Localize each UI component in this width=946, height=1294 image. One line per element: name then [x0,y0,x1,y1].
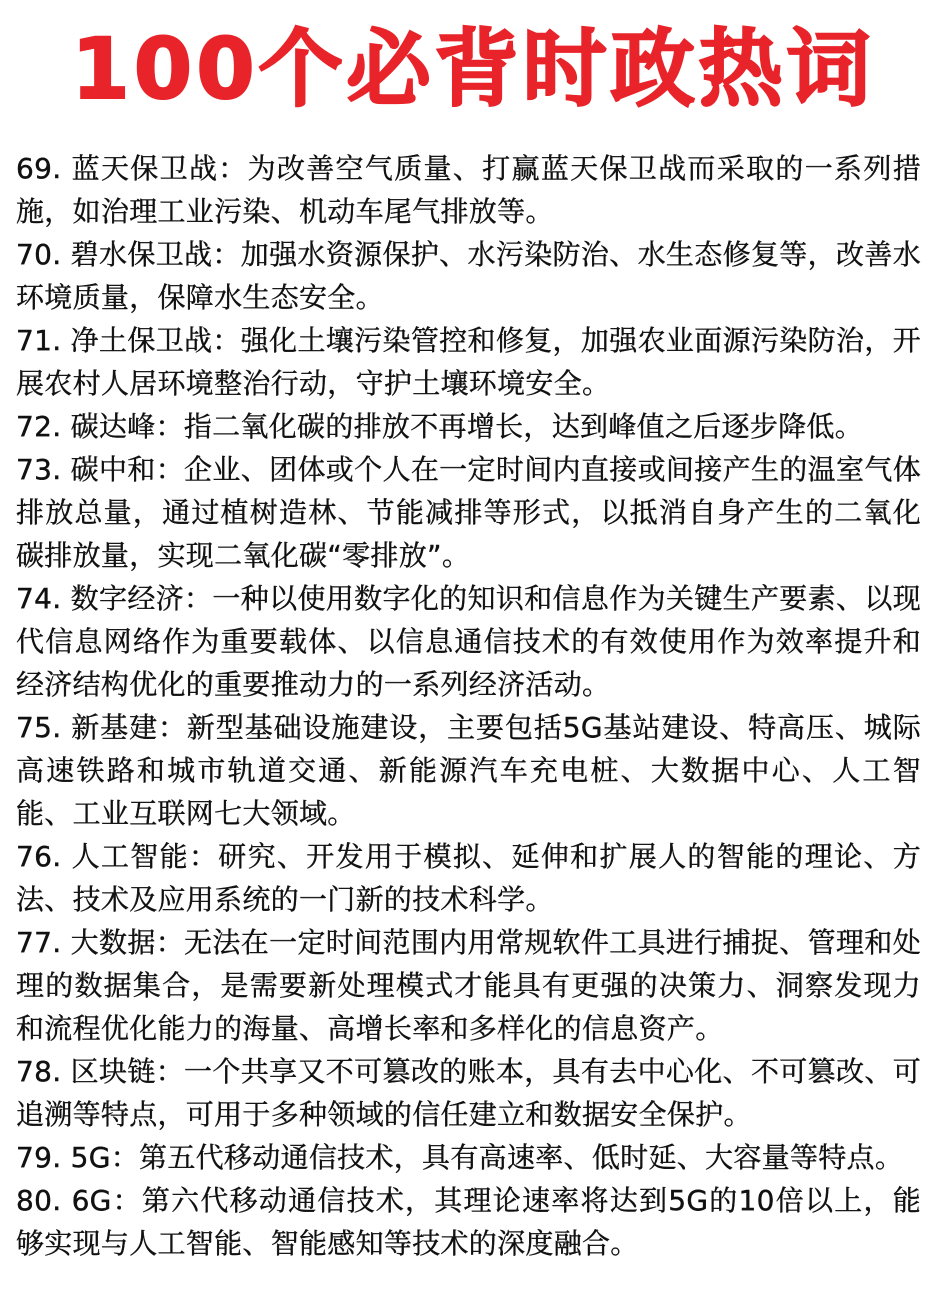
term-entry-77: 77. 大数据：无法在一定时间范围内用常规软件工具进行捕捉、管理和处理的数据集合，是需要新处理模式才能具有更强的决策力、洞察发现力和流程优化能力的海量、高增长率和多样化的信息资产。 [16,926,921,1045]
term-entry-69: 69. 蓝天保卫战：为改善空气质量、打赢蓝天保卫战而采取的一系列措施，如治理工业污染、机动车尾气排放等。 [16,152,921,228]
term-list [16,147,921,1265]
term-entry-80: 80. 6G：第六代移动通信技术，其理论速率将达到5G的10倍以上，能够实现与人工智能、智能感知等技术的深度融合。 [16,1184,921,1260]
page-title: 100个必背时政热词 [71,20,875,118]
term-entry-74: 74. 数字经济：一种以使用数字化的知识和信息作为关键生产要素、以现代信息网络作为重要载体、以信息通信技术的有效使用作为效率提升和经济结构优化的重要推动力的一系列经济活动。 [16,582,921,701]
term-entry-70: 70. 碧水保卫战：加强水资源保护、水污染防治、水生态修复等，改善水环境质量，保障水生态安全。 [16,238,921,314]
term-entry-72: 72. 碳达峰：指二氧化碳的排放不再增长，达到峰值之后逐步降低。 [16,410,864,443]
term-entry-75: 75. 新基建：新型基础设施建设，主要包括5G基站建设、特高压、城际高速铁路和城市轨道交通、新能源汽车充电桩、大数据中心、人工智能、工业互联网七大领域。 [16,711,921,830]
term-entry-71: 71. 净土保卫战：强化土壤污染管控和修复，加强农业面源污染防治，开展农村人居环境整治行动，守护土壤环境安全。 [16,324,921,400]
term-entry-76: 76. 人工智能：研究、开发用于模拟、延伸和扩展人的智能的理论、方法、技术及应用系统的一门新的技术科学。 [16,840,921,916]
term-entry-79: 79. 5G：第五代移动通信技术，具有高速率、低时延、大容量等特点。 [16,1141,904,1174]
term-entry-73: 73. 碳中和：企业、团体或个人在一定时间内直接或间接产生的温室气体排放总量，通过植树造林、节能减排等形式，以抵消自身产生的二氧化碳排放量，实现二氧化碳“零排放”。 [16,453,921,572]
term-entry-78: 78. 区块链：一个共享又不可篡改的账本，具有去中心化、不可篡改、可追溯等特点，可用于多种领域的信任建立和数据安全保护。 [16,1055,921,1131]
